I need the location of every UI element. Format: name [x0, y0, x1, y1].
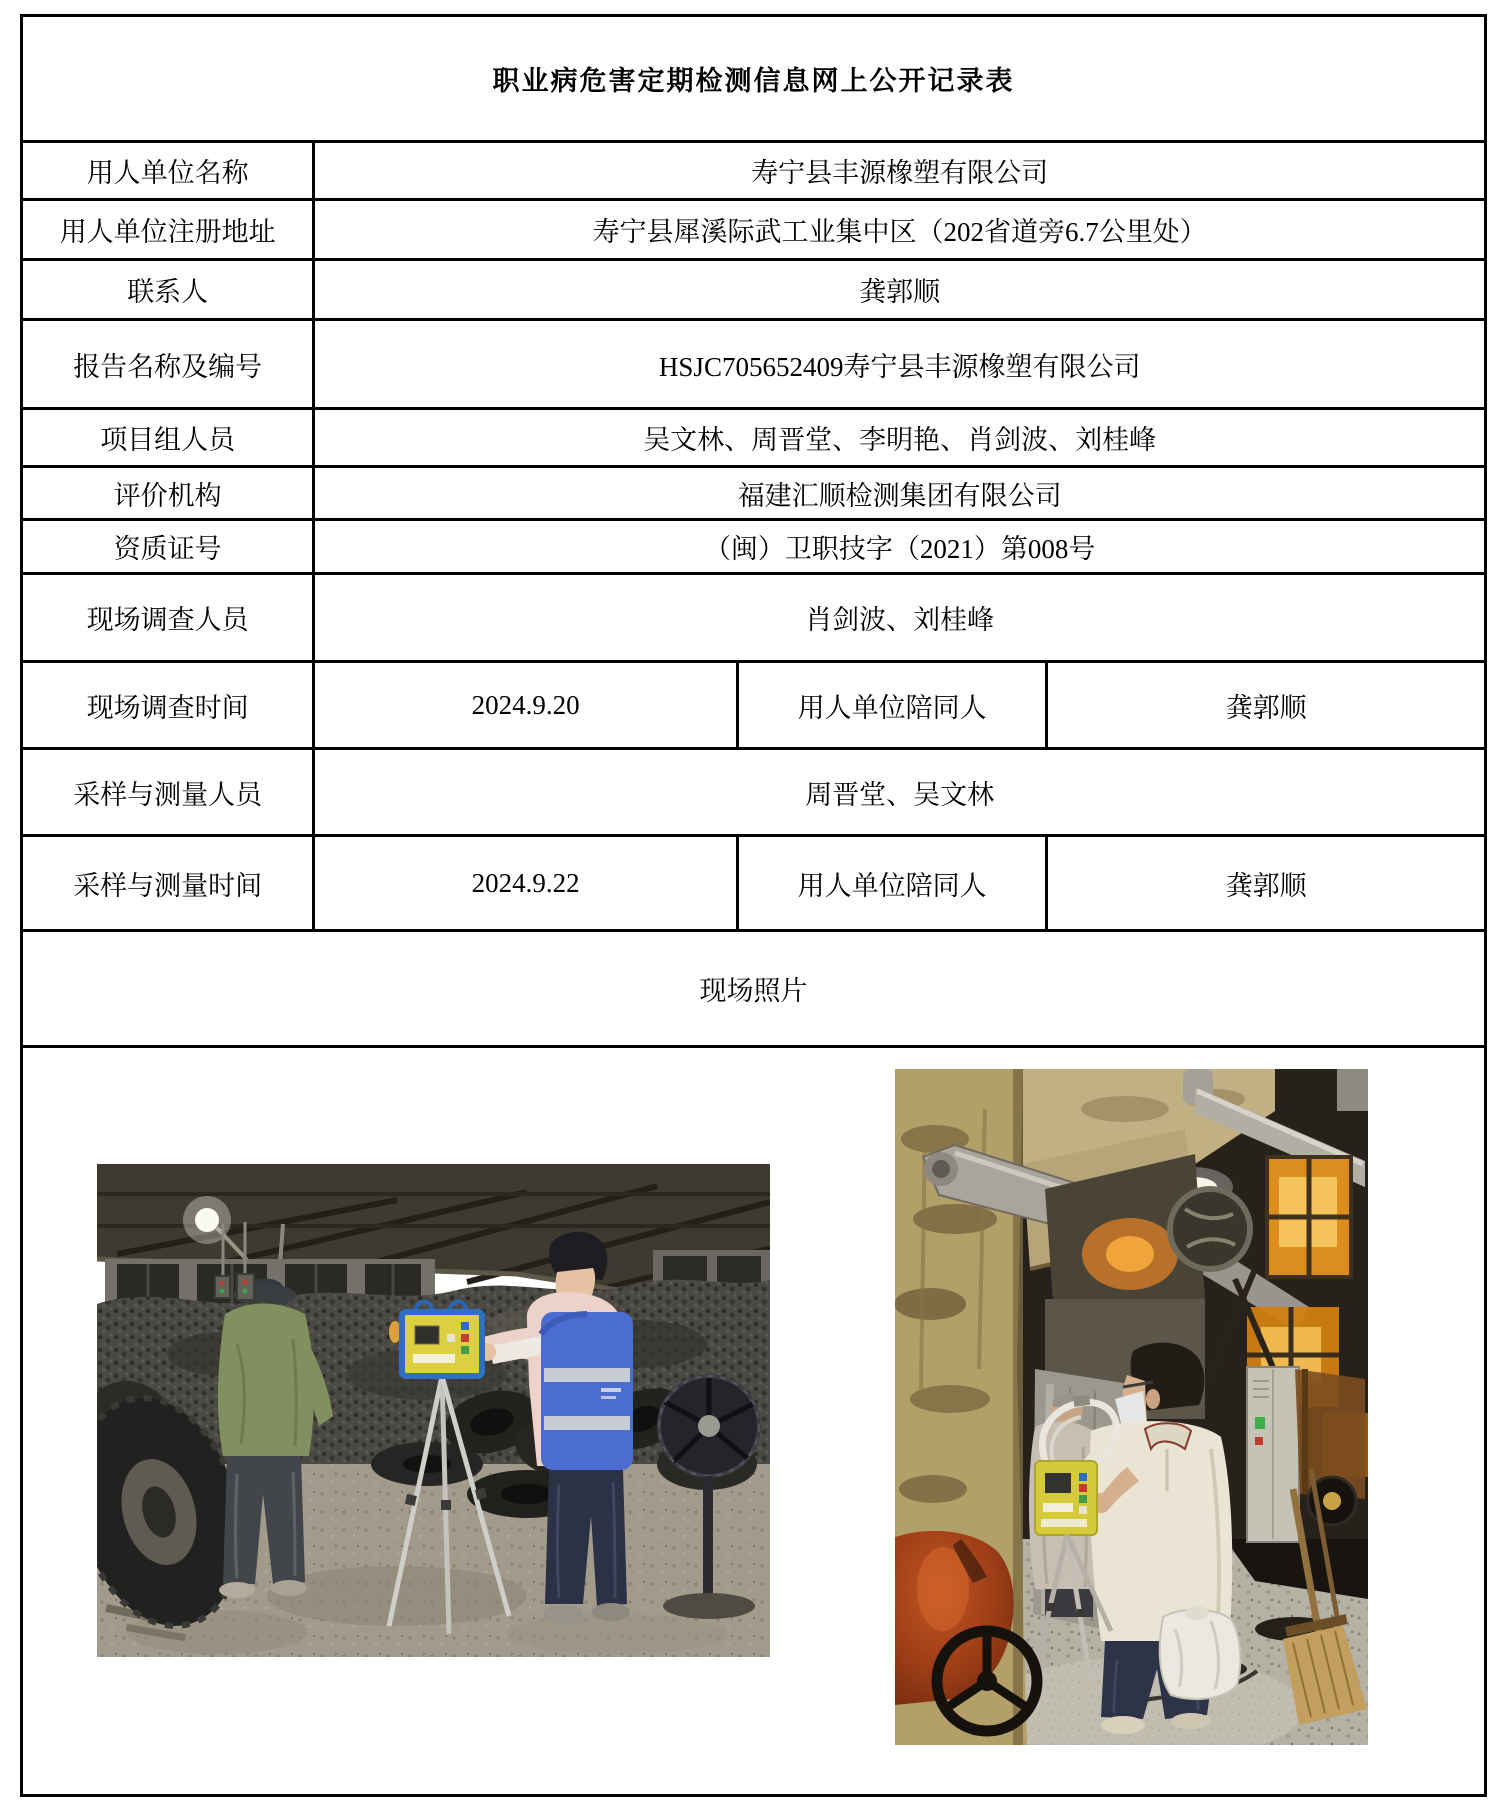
- value-sampling-companion: 龚郭顺: [1047, 836, 1486, 931]
- value-sampling-personnel: 周晋堂、吴文林: [314, 749, 1486, 836]
- label-company-name: 用人单位名称: [22, 142, 314, 200]
- label-sampling-time: 采样与测量时间: [22, 836, 314, 931]
- value-contact-person: 龚郭顺: [314, 260, 1486, 320]
- label-evaluation-agency: 评价机构: [22, 467, 314, 520]
- page-title: 职业病危害定期检测信息网上公开记录表: [22, 16, 1486, 142]
- label-contact-person: 联系人: [22, 260, 314, 320]
- label-site-survey-personnel: 现场调查人员: [22, 574, 314, 662]
- label-project-team: 项目组人员: [22, 409, 314, 467]
- label-survey-companion: 用人单位陪同人: [737, 662, 1047, 749]
- label-sampling-companion: 用人单位陪同人: [737, 836, 1047, 931]
- value-sampling-date: 2024.9.22: [314, 836, 737, 931]
- factory-machine-sampling-photo: [895, 1069, 1368, 1745]
- value-evaluation-agency: 福建汇顺检测集团有限公司: [314, 467, 1486, 520]
- value-registered-address: 寿宁县犀溪际武工业集中区（202省道旁6.7公里处）: [314, 200, 1486, 260]
- value-site-survey-date: 2024.9.20: [314, 662, 737, 749]
- label-report-name-number: 报告名称及编号: [22, 320, 314, 409]
- label-site-survey-time: 现场调查时间: [22, 662, 314, 749]
- label-registered-address: 用人单位注册地址: [22, 200, 314, 260]
- photos-section-header: 现场照片: [22, 931, 1486, 1047]
- label-sampling-personnel: 采样与测量人员: [22, 749, 314, 836]
- control-cabinet: [1247, 1367, 1299, 1542]
- value-report-name-number: HSJC705652409寿宁县丰源橡塑有限公司: [314, 320, 1486, 409]
- white-sack: [1160, 1606, 1241, 1699]
- label-qualification-number: 资质证号: [22, 520, 314, 574]
- value-qualification-number: （闽）卫职技字（2021）第008号: [314, 520, 1486, 574]
- value-site-survey-personnel: 肖剑波、刘桂峰: [314, 574, 1486, 662]
- value-survey-companion: 龚郭顺: [1047, 662, 1486, 749]
- value-project-team: 吴文林、周晋堂、李明艳、肖剑波、刘桂峰: [314, 409, 1486, 467]
- record-table: [20, 14, 1487, 1797]
- tire-warehouse-sampling-photo: [97, 1164, 770, 1657]
- value-company-name: 寿宁县丰源橡塑有限公司: [314, 142, 1486, 200]
- photos-cell: [22, 1047, 1486, 1796]
- dust-sampler-device: [389, 1302, 482, 1377]
